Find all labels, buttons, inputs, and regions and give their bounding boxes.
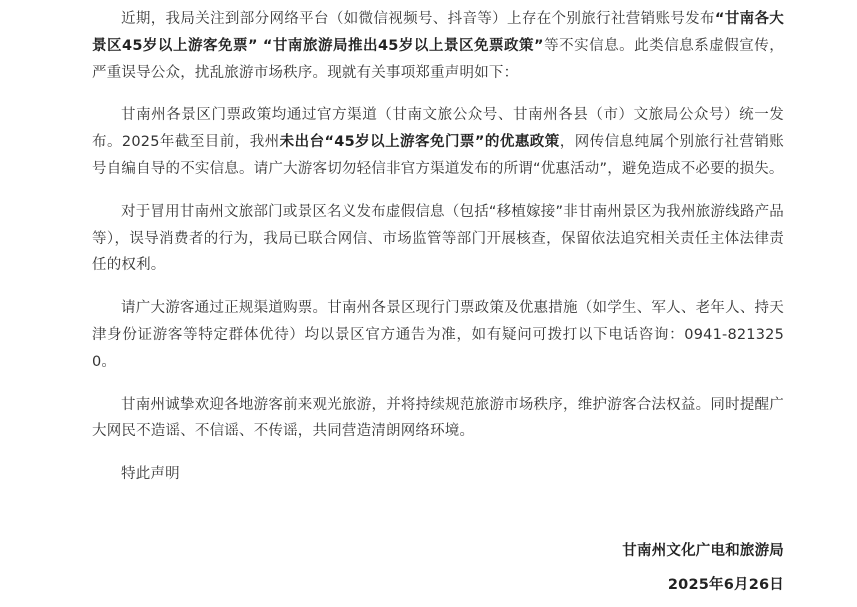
paragraph-intro — [92, 6, 784, 86]
paragraph-enforcement: 对于冒用甘南州文旅部门或景区名义发布虚假信息（包括“移植嫁接”非甘南州景区为我州旅游线路产品等），误导消费者的行为，我局已联合网信、市场监管等部门开展核查，保留依法追究相关责任主体法律责任的权利。 — [92, 203, 784, 274]
policy-emphasis: 未出台“45岁以上游客免门票”的优惠政策 — [279, 134, 560, 151]
quoted-claim-1: “甘南各大景区45岁以上游客免票” — [92, 11, 785, 54]
intro-text-1: 近期，我局关注到部分网络平台（如微信视频号、抖音等）上存在个别旅行社营销账号发布 — [121, 11, 715, 27]
intro-text-3: 等不实信息。此类信息系虚假宣传，严重误导公众，扰乱旅游市场秩序。现就有关事项郑重声明如下： — [92, 37, 784, 81]
statement-body — [92, 6, 784, 488]
paragraph-welcome: 甘南州诚挚欢迎各地游客前来观光旅游，并将持续规范旅游市场秩序，维护游客合法权益。同时提醒广大网民不造谣、不信谣、不传谣，共同营造清朗网络环境。 — [92, 396, 784, 440]
signature-organization: 甘南州文化广电和旅游局 — [622, 543, 784, 559]
policy-text-2: ，网传信息纯属个别旅行社营销账号自编自导的不实信息。请广大游客切勿轻信非官方渠道发布的所谓“优惠活动”，避免造成不必要的损失。 — [92, 134, 784, 177]
paragraph-closing: 特此声明 — [121, 466, 180, 483]
policy-text-1: 甘南州各景区门票政策均通过官方渠道（甘南文旅公众号、甘南州各县（市）文旅局公众号）统一发布。2025年截至目前，我州 — [92, 107, 784, 151]
paragraph-ticketing: 请广大游客通过正规渠道购票。甘南州各景区现行门票政策及优惠措施（如学生、军人、老年人、持天津身份证游客等特定群体优待）均以景区官方通告为准，如有疑问可拨打以下电话咨询：0941-8213250。 — [92, 300, 784, 370]
paragraph-policy — [92, 102, 784, 182]
signature-date: 2025年6月26日 — [667, 577, 784, 593]
quoted-claim-2: “甘南旅游局推出45岁以上景区免票政策” — [262, 37, 544, 54]
